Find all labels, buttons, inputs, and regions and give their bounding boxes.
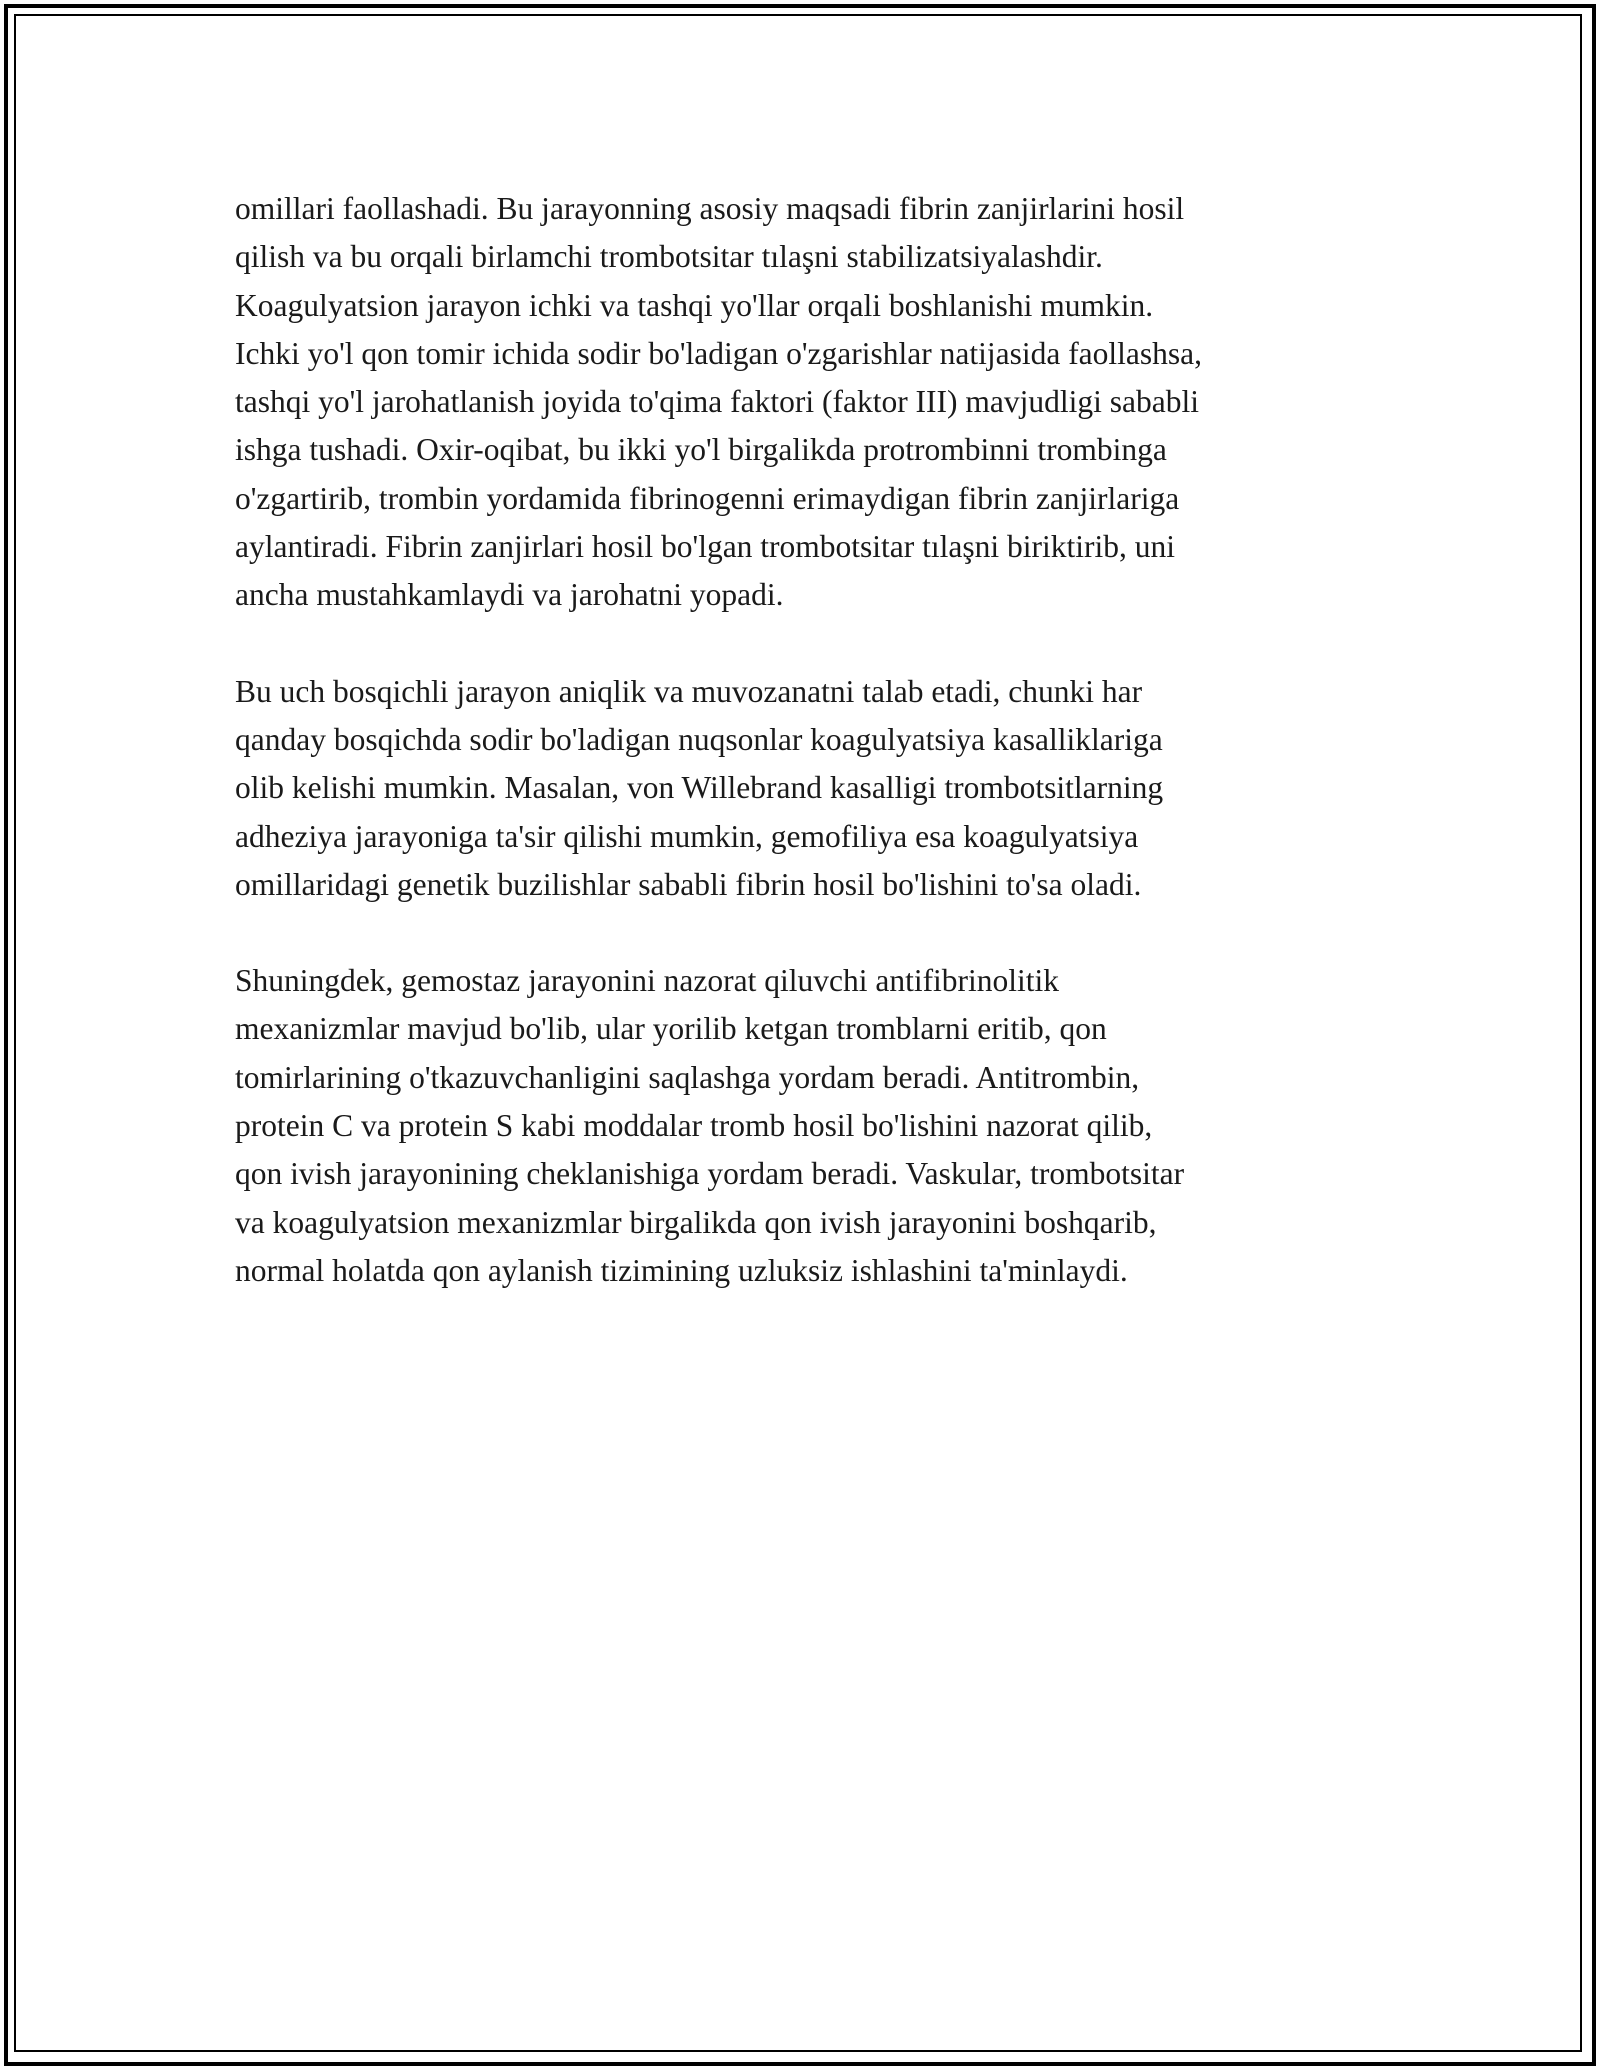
text-line: o'zgartirib, trombin yordamida fibrinogenni erimaydigan fibrin zanjirlariga xyxy=(235,480,1180,516)
text-line: Bu uch bosqichli jarayon aniqlik va muvozanatni talab etadi, chunki har xyxy=(235,673,1143,709)
paragraph-coagulation-disorders xyxy=(235,668,1365,909)
paragraph-coagulation-pathways xyxy=(235,185,1365,620)
text-line: aylantiradi. Fibrin zanjirlari hosil bo'lgan trombotsitar tılaşni biriktirib, uni xyxy=(235,529,1176,565)
text-line: Ichki yo'l qon tomir ichida sodir bo'ladigan o'zgarishlar natijasida faollashsa, xyxy=(235,335,1203,371)
text-line: olib kelishi mumkin. Masalan, von Willebrand kasalligi trombotsitlarning xyxy=(235,770,1164,806)
text-line: tomirlarining o'tkazuvchanligini saqlashga yordam beradi. Antitrombin, xyxy=(235,1059,1140,1095)
text-line: qon ivish jarayonining cheklanishiga yordam beradi. Vaskular, trombotsitar xyxy=(235,1156,1185,1192)
text-line: omillaridagi genetik buzilishlar sababli fibrin hosil bo'lishini to'sa oladi. xyxy=(235,866,1142,902)
text-line: va koagulyatsion mexanizmlar birgalikda qon ivish jarayonini boshqarib, xyxy=(235,1204,1157,1240)
text-line: ishga tushadi. Oxir-oqibat, bu ikki yo'l birgalikda protrombinni trombinga xyxy=(235,432,1167,468)
text-line: Shuningdek, gemostaz jarayonini nazorat qiluvchi antifibrinolitik xyxy=(235,963,1060,999)
text-line: normal holatda qon aylanish tizimining uzluksiz ishlashini ta'minlaydi. xyxy=(235,1252,1128,1288)
text-line: Koagulyatsion jarayon ichki va tashqi yo'llar orqali boshlanishi mumkin. xyxy=(235,287,1154,323)
text-line: qilish va bu orqali birlamchi trombotsitar tılaşni stabilizatsiyalashdir. xyxy=(235,239,1103,275)
text-line: qanday bosqichda sodir bo'ladigan nuqsonlar koagulyatsiya kasalliklariga xyxy=(235,721,1163,757)
document-body xyxy=(235,185,1365,1343)
text-line: protein C va protein S kabi moddalar tromb hosil bo'lishini nazorat qilib, xyxy=(235,1108,1153,1144)
paragraph-antifibrinolytic-mechanisms xyxy=(235,957,1365,1295)
text-line: adheziya jarayoniga ta'sir qilishi mumkin, gemofiliya esa koagulyatsiya xyxy=(235,818,1139,854)
text-line: tashqi yo'l jarohatlanish joyida to'qima faktori (faktor III) mavjudligi sababli xyxy=(235,384,1199,420)
text-line: ancha mustahkamlaydi va jarohatni yopadi. xyxy=(235,577,784,613)
text-line: omillari faollashadi. Bu jarayonning asosiy maqsadi fibrin zanjirlarini hosil xyxy=(235,191,1185,226)
text-line: mexanizmlar mavjud bo'lib, ular yorilib ketgan tromblarni eritib, qon xyxy=(235,1011,1107,1047)
